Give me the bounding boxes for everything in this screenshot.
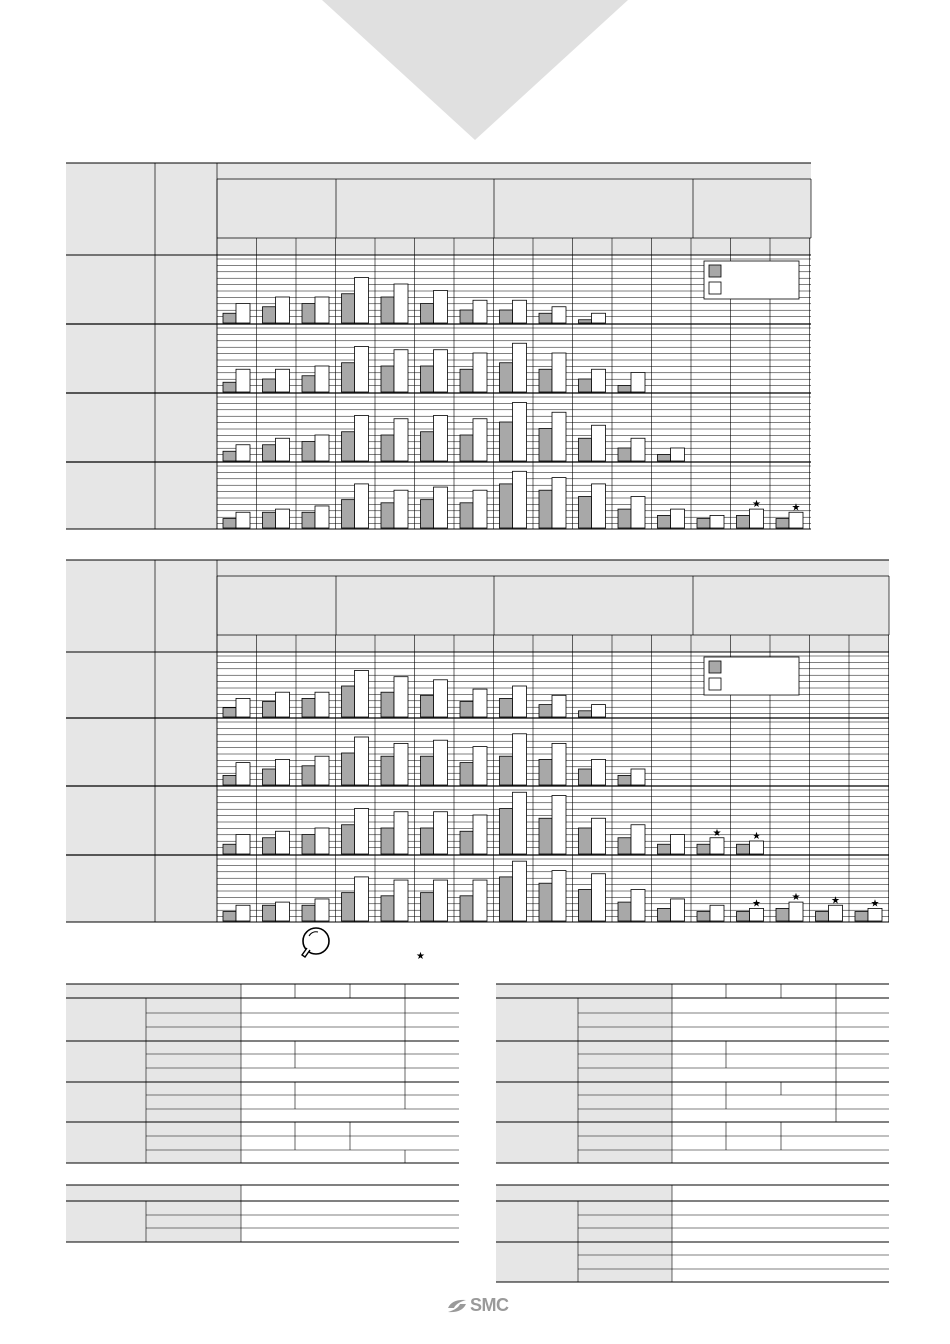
star-mark: ★ [791,502,801,514]
spec-group-bg [496,1082,578,1122]
spec-label-bg [578,1242,672,1282]
spec-group-bg [496,1122,578,1163]
spec-label-bg [578,1041,672,1082]
spec-table [66,984,459,1163]
spec-table [496,984,889,1163]
spec-label-bg [146,1041,241,1082]
star-mark: ★ [752,831,761,842]
spec-group-bg [66,998,146,1041]
star-mark: ★ [870,898,880,910]
spec-label-bg [578,998,672,1041]
spec-table [66,1185,459,1242]
spec-label-bg [146,1122,241,1163]
star-mark: ★ [831,895,840,907]
spec-label-bg [578,1122,672,1163]
spec-group-bg [496,1041,578,1082]
spec-label-bg [578,1082,672,1122]
spec-group-bg [496,1242,578,1282]
spec-group-bg [496,1201,578,1242]
spec-group-bg [66,1201,146,1242]
star-mark: ★ [712,827,722,839]
spec-label-bg [146,998,241,1041]
smc-logo-icon [446,1296,468,1316]
star-mark: ★ [752,898,761,910]
spec-header-bg [66,1185,241,1201]
spec-group-bg [66,1122,146,1163]
spec-header-bg [496,984,672,998]
note-star: ★ [416,951,425,962]
spec-label-bg [146,1201,241,1242]
logo-text: SMC [470,1295,509,1315]
spec-table [496,1185,889,1282]
spec-group-bg [66,1041,146,1082]
spec-label-bg [578,1201,672,1242]
spec-header-bg [496,1185,672,1201]
star-mark: ★ [752,499,761,511]
spec-group-bg [496,998,578,1041]
brand-logo [446,1295,509,1316]
spec-header-bg [66,984,241,998]
star-mark: ★ [791,892,801,904]
spec-group-bg [66,1082,146,1122]
spec-label-bg [146,1082,241,1122]
